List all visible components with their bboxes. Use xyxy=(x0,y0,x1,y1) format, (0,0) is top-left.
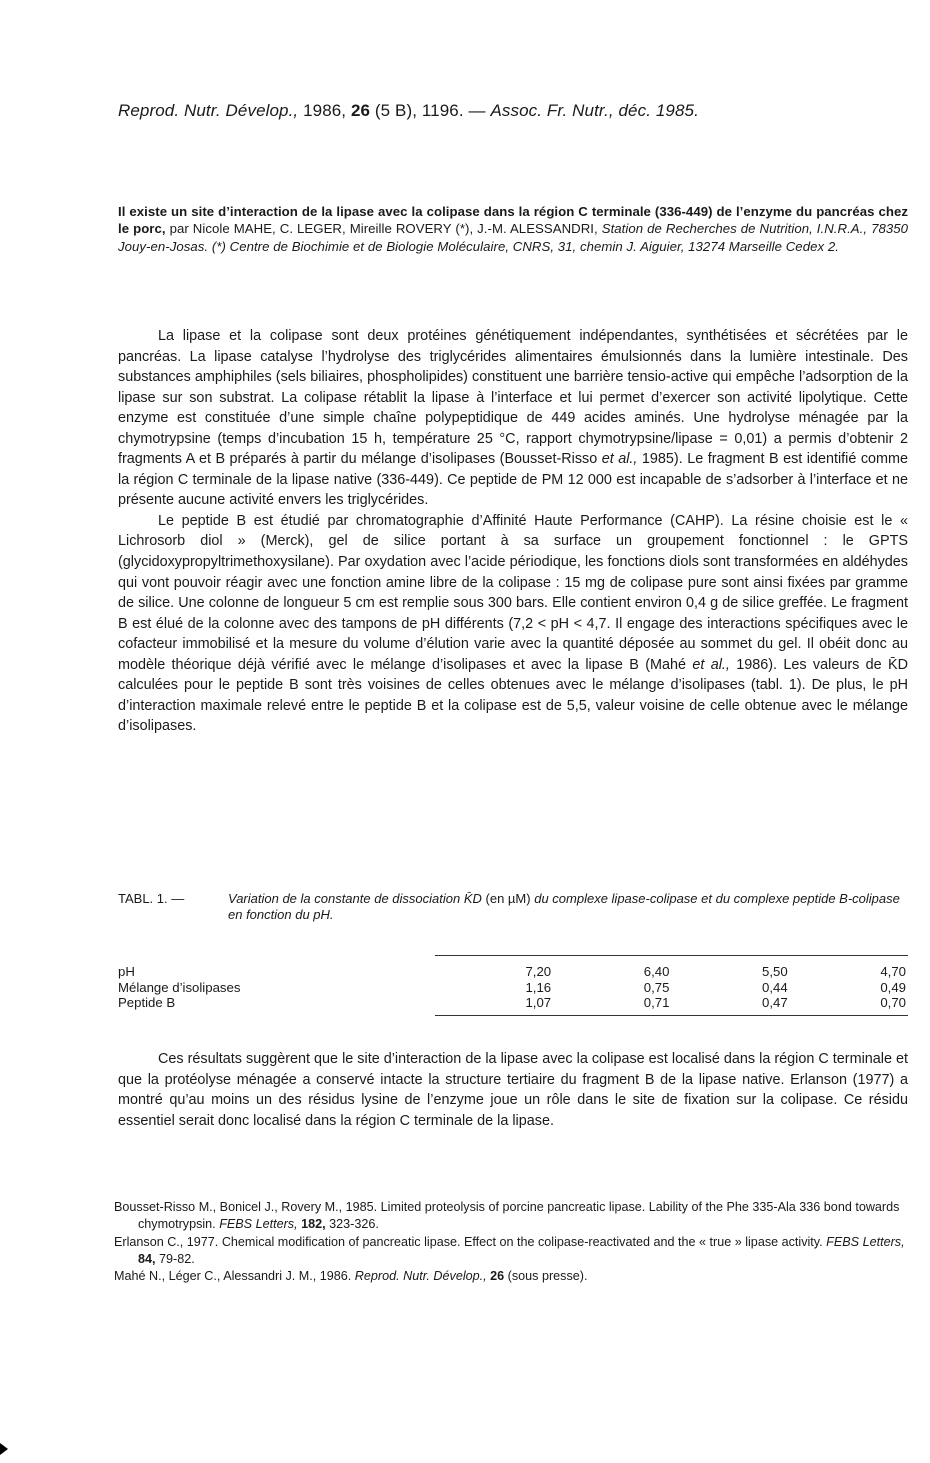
affiliation-1: Station de Recherches de Nutrition, I.N.R.A., 78350 Jouy-en-Josas. xyxy=(118,221,908,254)
article-title: Il existe un site d’interaction de la lipase avec la colipase dans la région C terminale (336-449) de l’enzyme du pancréas chez le porc, xyxy=(118,204,908,237)
table-cell: 0,75 xyxy=(643,979,670,995)
reference-authors: Bousset-Risso M., Bonicel J., Rovery M., 1985. xyxy=(114,1200,378,1214)
table-row xyxy=(118,995,908,1015)
journal-name: Reprod. Nutr. Dévelop., xyxy=(118,101,299,120)
dissociation-constant-table xyxy=(118,949,908,1016)
table-row xyxy=(118,980,908,996)
reference-pages: 323-326. xyxy=(329,1217,379,1232)
table-label: TABL. 1. — xyxy=(118,891,185,906)
table-cell: 0,44 xyxy=(762,979,788,995)
reference-authors: Mahé N., Léger C., Alessandri J. M., 1986. xyxy=(114,1269,352,1284)
reference-volume: 26 xyxy=(490,1269,505,1284)
reference-journal: Reprod. Nutr. Dévelop., xyxy=(354,1269,487,1284)
paragraph-1-etal: et al., xyxy=(601,451,638,468)
table-caption-unit: (en µM) xyxy=(485,891,531,906)
table-cell: 4,70 xyxy=(880,964,906,979)
reference-journal: FEBS Letters, xyxy=(219,1217,298,1232)
table-cell: Mélange d’isolipases xyxy=(118,979,241,995)
paragraph-1-text: La lipase et la colipase sont deux protéines génétiquement indépendantes, synthétisées et sécrétées par le pancréas. La lipase catalyse l’hydrolyse des triglycérides alimentaires émulsionnés dans la lumière intestinale. Des substances amphiphiles (sels biliaires, phospholipides) constituent une barrière tensio-active qui empêche l’adsorption de la lipase sur son substrat. La colipase rétablit la lipase à l’interface et lui permet d’exercer son activité lipolytique. Cette enzyme est constituée d’une simple chaîne polypeptidique de 449 acides aminés. Une hydrolyse ménagée par la chymotrypsine (temps d’incubation 15 h, température 25 °C, rapport chymotrypsine/lipase = 0,01) a permis d’obtenir 2 fragments A et B préparés à partir du mélange d’isolipases (Bousset-Risso xyxy=(118,328,908,468)
scan-corner-mark xyxy=(0,1443,8,1455)
paragraph-2-text: Le peptide B est étudié par chromatographie d’Affinité Haute Performance (CAHP). La résine choisie est le « Lichrosorb diol » (Merck), gel de silice portant à sa surface un groupement fonctionnel : le GPTS (glycidoxypropyltrimethoxysilane). Par oxydation avec l’acide périodique, les fonctions diols sont transformées en aldéhydes qui vont pouvoir réagir avec une fonction amine libre de la colipase : 15 mg de colipase pure sont ainsi fixées par gramme de silice. Une colonne de longueur 5 cm est remplie sous 300 bars. Elle contient environ 0,4 g de silice greffée. Le fragment B est élué de la colonne avec des tampons de pH différents (7,2 < pH < 4,7. Il engage des interactions spécifiques avec le cofacteur immobilisé et la mesure du volume d’élution varie avec la quantité déposée au sommet du gel. Il obéit donc au modèle théorique déjà vérifié avec le mélange d’isolipases et avec la lipase B (Mahé xyxy=(118,512,908,673)
reference-journal: FEBS Letters, xyxy=(826,1234,905,1249)
article-body xyxy=(118,326,908,737)
reference-item xyxy=(114,1234,908,1269)
table-cell: 7,20 xyxy=(525,964,552,979)
journal-issue-pages: (5 B), 1196. xyxy=(374,101,464,120)
journal-year: 1986, xyxy=(303,101,347,120)
article-header xyxy=(118,203,908,255)
table-cell: 1,16 xyxy=(525,979,552,995)
meeting-name: Assoc. Fr. Nutr., déc. 1985. xyxy=(490,101,699,120)
paragraph-3: Ces résultats suggèrent que le site d’interaction de la lipase avec la colipase est localisé dans la région C terminale et que la protéolyse ménagée a conservé intacte la structure tertiaire du fragment B de la lipase native. Erlanson (1977) a montré qu’au moins un des résidus lysine de l’enzyme joue un rôle dans le site de fixation sur la colipase. Ce résidu essentiel serait donc localisé dans la région C terminale de la lipase. xyxy=(118,1051,908,1129)
table-cell: 0,49 xyxy=(880,979,906,995)
affiliation-2: (*) Centre de Biochimie et de Biologie Moléculaire, CNRS, 31, chemin J. Aiguier, 13274 Marseille Cedex 2. xyxy=(211,238,839,254)
table-cell: Peptide B xyxy=(118,995,176,1011)
article-conclusion xyxy=(118,1049,908,1131)
reference-volume: 182, xyxy=(301,1217,326,1232)
journal-volume: 26 xyxy=(350,101,371,120)
reference-pages: 79-82. xyxy=(159,1251,195,1266)
table-caption-part-2: du complexe lipase-colipase et du complexe peptide B-colipase en fonction du pH. xyxy=(228,891,900,922)
running-head xyxy=(118,101,908,121)
reference-volume: 84, xyxy=(138,1251,156,1266)
paragraph-2-text-end: 1986). Les valeurs de K̄D calculées pour le peptide B sont très voisines de celles obtenues avec le mélange d’isolipases (tabl. 1). De plus, le pH d’interaction maximale relevé entre le peptide B et la colipase est de 5,5, valeur voisine de celle obtenue avec le mélange d’isolipases. xyxy=(118,656,909,735)
paragraph-1-text-end: 1985). Le fragment B est identifié comme la région C terminale de la lipase native (336-449). Ce peptide de PM 12 000 est incapable de s’adsorber à l’interface et ne présente aucune activité envers les triglycérides. xyxy=(118,451,909,509)
running-head-dash: — xyxy=(468,101,486,120)
article-authors: par Nicole MAHE, C. LEGER, Mireille ROVERY (*), J.-M. ALESSANDRI, xyxy=(169,221,598,237)
table-caption-text xyxy=(228,891,906,923)
reference-item xyxy=(114,1199,908,1234)
table-cell: 0,71 xyxy=(553,995,671,1015)
reference-item xyxy=(114,1268,908,1285)
table-cell: 1,07 xyxy=(435,995,553,1015)
table-caption xyxy=(118,891,908,923)
table-row xyxy=(118,956,908,980)
table-cell: 5,50 xyxy=(762,964,788,979)
table-caption-part-1: Variation de la constante de dissociation K̄D xyxy=(228,891,482,906)
paragraph-2 xyxy=(118,511,908,737)
table-cell: pH xyxy=(118,963,135,979)
table-cell: 0,47 xyxy=(671,995,789,1015)
reference-pages: (sous presse). xyxy=(507,1269,588,1284)
paragraph-1 xyxy=(118,326,908,511)
references xyxy=(114,1199,908,1285)
table-cell: 0,70 xyxy=(790,995,908,1015)
paragraph-2-etal: et al., xyxy=(692,656,730,673)
table-cell: 6,40 xyxy=(643,964,670,979)
reference-authors: Erlanson C., 1977. xyxy=(114,1234,219,1249)
reference-title: Chemical modification of pancreatic lipase. Effect on the colipase-reactivated and the « true » lipase activity. xyxy=(221,1234,823,1249)
reference-title: Limited proteolysis of porcine pancreatic lipase. Lability of the Phe 335-Ala 336 bond towards chymotrypsin. xyxy=(138,1200,900,1232)
